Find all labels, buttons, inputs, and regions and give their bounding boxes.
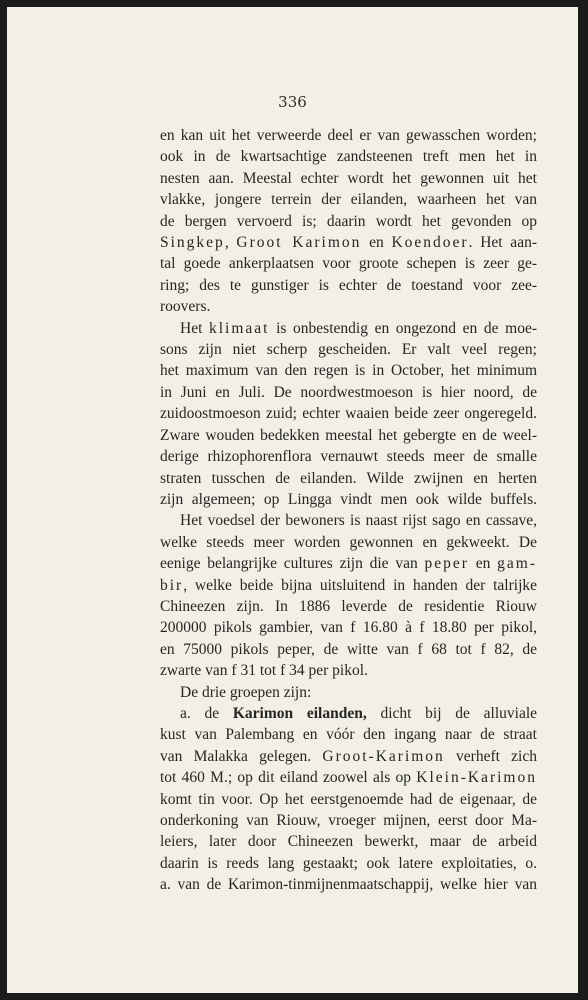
text-line: [160, 767, 537, 788]
text-run: a. de: [180, 704, 233, 722]
spaced-term: Groot-Karimon: [322, 747, 445, 765]
text-run: derige rhizophorenflora vernauwt steeds meer de smalle: [160, 448, 537, 466]
text-run: vlakke, jongere terrein der eilanden, waarheen het van: [160, 191, 537, 209]
text-line: [160, 318, 537, 339]
text-line: [160, 853, 537, 874]
text-run: ,: [224, 234, 237, 252]
text-line: [160, 253, 537, 274]
text-run: en kan uit het verweerde deel er van gewasschen worden;: [160, 127, 537, 144]
text-line: [160, 446, 537, 467]
text-run: ook in de kwartsachtige zandsteenen treft men het in: [160, 148, 537, 166]
text-run: a. van de Karimon-tinmijnenmaatschappij, welke hier van: [160, 876, 537, 894]
bold-term: Karimon eilanden,: [232, 704, 367, 722]
text-run: in Juni en Juli. De noordwestmoeson is hier noord, de: [160, 383, 537, 401]
text-line: [160, 703, 537, 724]
text-run: dicht bij de alluviale: [366, 704, 538, 722]
book-page: [7, 7, 578, 993]
body-text: [160, 125, 537, 896]
text-line: [160, 746, 537, 767]
text-run: kust van Palembang en vóór den ingang naar de straat: [160, 726, 537, 744]
text-run: verheft zich: [444, 747, 537, 765]
text-run: tot 460 M.; op dit eiland zoowel als op: [160, 769, 417, 787]
text-run: en: [468, 555, 498, 573]
text-run: de bergen vervoerd is; daarin wordt het gevonden op: [160, 212, 537, 230]
text-line: [160, 382, 537, 403]
text-line: [160, 146, 537, 167]
text-line: [160, 168, 537, 189]
spaced-term: klimaat: [209, 319, 270, 337]
text-line: [160, 789, 537, 810]
text-run: is onbestendig en ongezond en de moe-: [269, 319, 537, 337]
spaced-term: Klein-Karimon: [416, 769, 537, 787]
text-run: en 75000 pikols peper, de witte van f 68 tot f 82, de: [160, 640, 537, 658]
text-run: zwarte van f 31 tot f 34 per pikol.: [160, 662, 368, 680]
text-line: [160, 403, 537, 424]
text-run: leiers, later door Chineezen bewerkt, maar de arbeid: [160, 833, 537, 851]
spaced-term: Groot Karimon: [236, 234, 362, 252]
text-line: [160, 553, 537, 574]
text-run: . Het aan-: [468, 234, 537, 252]
text-line: [160, 660, 537, 681]
text-line: [160, 810, 537, 831]
text-run: nesten aan. Meestal echter wordt het gewonnen uit het: [160, 169, 537, 187]
text-line: [160, 596, 537, 617]
text-run: komt tin voor. Op het eerstgenoemde had de eigenaar, de: [160, 790, 537, 808]
text-run: De drie groepen zijn:: [180, 683, 312, 701]
spaced-term: Singkep: [160, 234, 225, 252]
text-line: [160, 468, 537, 489]
text-run: onderkoning van Riouw, vroeger mijnen, eerst door Ma-: [160, 812, 537, 829]
text-run: tal goede ankerplaatsen voor groote schepen is zeer ge-: [160, 255, 537, 273]
text-line: [160, 275, 537, 296]
text-line: [160, 189, 537, 210]
text-line: [160, 425, 537, 446]
text-line: [160, 296, 537, 317]
text-run: sons zijn niet scherp gescheiden. Er valt veel regen;: [160, 341, 537, 359]
text-line: [160, 489, 537, 510]
spaced-term: Koendoer: [391, 234, 469, 252]
text-line: [160, 211, 537, 232]
text-run: Zware wouden bedekken meestal het gebergte en de weel-: [160, 426, 537, 444]
text-run: , welke beide bijna uitsluitend in handen der talrijke: [183, 576, 537, 594]
text-line: [160, 639, 537, 660]
text-line: [160, 360, 537, 381]
spaced-term: peper: [424, 555, 469, 573]
text-run: straten tusschen de eilanden. Wilde zwijnen en herten: [160, 469, 537, 487]
text-line: [160, 510, 537, 531]
text-run: daarin is reeds lang gestaakt; ook latere exploitaties, o.: [160, 854, 537, 872]
text-line: [160, 724, 537, 745]
text-run: welke steeds meer worden gewonnen en gekweekt. De: [160, 533, 537, 551]
text-line: [160, 682, 537, 703]
text-run: roovers.: [160, 298, 211, 316]
text-line: [160, 339, 537, 360]
text-run: Chineezen zijn. In 1886 leverde de residentie Riouw: [160, 597, 537, 615]
text-line: [160, 575, 537, 596]
text-line: [160, 125, 537, 146]
text-run: en: [361, 234, 392, 252]
spaced-term: gam-: [497, 555, 537, 573]
text-run: het maximum van den regen is in October, het minimum: [160, 362, 537, 380]
text-run: ring; des te gunstiger is echter de toestand voor zee-: [160, 276, 537, 294]
text-line: [160, 874, 537, 895]
text-run: zuidoostmoeson zuid; echter waaien beide zeer ongeregeld.: [160, 405, 537, 423]
text-line: [160, 831, 537, 852]
text-run: Het voedsel der bewoners is naast rijst sago en cassave,: [180, 512, 537, 530]
text-run: Het: [180, 319, 209, 337]
text-line: [160, 532, 537, 553]
text-line: [160, 232, 537, 253]
text-run: zijn algemeen; op Lingga vindt men ook wilde buffels.: [160, 490, 537, 508]
text-run: van Malakka gelegen.: [160, 747, 323, 765]
page-number: 336: [278, 93, 307, 111]
text-line: [160, 617, 537, 638]
text-run: 200000 pikols gambier, van f 16.80 à f 18.80 per pikol,: [160, 619, 537, 637]
text-run: eenige belangrijke cultures zijn die van: [160, 555, 425, 573]
spaced-term: bir: [160, 576, 184, 594]
